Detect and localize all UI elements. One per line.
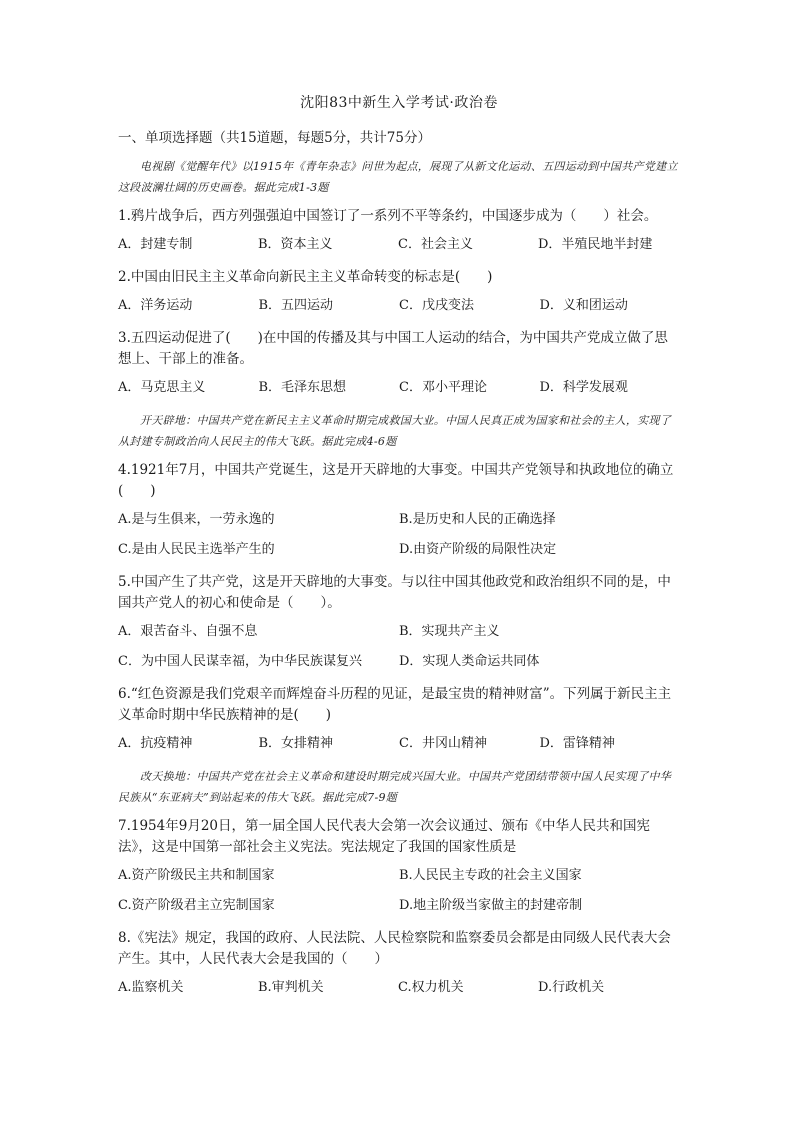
option-b: B．毛泽东思想 [258,380,347,395]
option-c: C．为中国人民谋幸福，为中华民族谋复兴 [118,654,362,669]
option-list [118,235,680,255]
option-c: C．邓小平理论 [399,380,487,395]
question-2 [118,267,680,316]
option-list [118,978,680,998]
option-d: D．实现人类命运共同体 [399,654,540,669]
option-a: A.监察机关 [118,980,184,995]
option-list [118,378,680,398]
option-c: C．戊戌变法 [399,298,474,313]
option-b: B.审判机关 [258,980,324,995]
question-1 [118,206,680,255]
reading-passage: 改天换地：中国共产党在社会主义革命和建设时期完成兴国大业。中国共产党团结带领中国人民实现了中华民族从“东亚病夫”到站起来的伟大飞跃。据此完成7-9题 [118,770,672,804]
option-c: C．井冈山精神 [399,736,487,751]
option-b: B.是历史和人民的正确选择 [399,512,556,527]
option-c: C.是由人民民主选举产生的 [118,542,275,557]
option-d: D.行政机关 [538,980,605,995]
option-a: A.是与生俱来，一劳永逸的 [118,512,275,527]
option-a: A．封建专制 [118,237,193,252]
option-list [118,296,680,316]
option-d: D．科学发展观 [539,380,628,395]
option-b: B．五四运动 [258,298,334,313]
question-4 [118,460,680,560]
option-a: A.资产阶级民主共和制国家 [118,868,275,883]
option-a: A．马克思主义 [118,380,206,395]
question-text: 1.鸦片战争后，西方列强强迫中国签订了一系列不平等条约，中国逐步成为（ ）社会。 [118,208,658,224]
page-title: 沈阳83中新生入学考试·政治卷 [300,95,498,111]
reading-passage: 开天辟地：中国共产党在新民主主义革命时期完成救国大业。中国人民真正成为国家和社会的主人，实现了从封建专制政治向人民民主的伟大飞跃。据此完成4-6题 [118,414,672,448]
option-c: C．社会主义 [398,237,473,252]
option-c: C.权力机关 [398,980,464,995]
option-b: B．女排精神 [258,736,334,751]
option-d: D．半殖民地半封建 [538,237,653,252]
reading-passage: 电视剧《觉醒年代》以1915年《青年杂志》问世为起点，展现了从新文化运动、五四运动到中国共产党建立这段波澜壮阔的历史画卷。据此完成1-3题 [118,160,678,194]
question-text: 7.1954年9月20日，第一届全国人民代表大会第一次会议通过、颁布《中华人民共和国宪法》，这是中国第一部社会主义宪法。宪法规定了我国的国家性质是 [118,818,651,855]
question-text: 8.《宪法》规定，我国的政府、人民法院、人民检察院和监察委员会都是由同级人民代表大会产生。其中，人民代表大会是我国的（ ） [118,930,671,967]
option-b: B．实现共产主义 [399,624,500,639]
option-d: D．义和团运动 [539,298,628,313]
question-text: 4.1921年7月，中国共产党诞生，这是开天辟地的大事变。中国共产党领导和执政地位的确立( ) [118,462,674,499]
option-list [118,622,680,672]
question-text: 5.中国产生了共产党，这是开天辟地的大事变。与以往中国其他政党和政治组织不同的是，中国共产党人的初心和使命是（ ）。 [118,574,671,611]
option-b: B.人民民主专政的社会主义国家 [399,868,582,883]
option-list [118,734,680,754]
option-a: A．洋务运动 [118,298,193,313]
option-d: D.地主阶级当家做主的封建帝制 [399,898,583,913]
exam-page [118,92,680,1010]
option-b: B．资本主义 [258,237,333,252]
question-5 [118,572,680,672]
option-list [118,866,680,916]
question-6 [118,684,680,754]
option-d: D．雷锋精神 [539,736,615,751]
option-a: A．抗疫精神 [118,736,193,751]
option-list [118,510,680,560]
question-3 [118,328,680,398]
question-7 [118,816,680,916]
question-8 [118,928,680,998]
question-text: 3.五四运动促进了( )在中国的传播及其与中国工人运动的结合，为中国共产党成立做了思想上、干部上的准备。 [118,330,668,367]
option-c: C.资产阶级君主立宪制国家 [118,898,275,913]
question-text: 6.“红色资源是我们党艰辛而辉煌奋斗历程的见证，是最宝贵的精神财富”。下列属于新民主主义革命时期中华民族精神的是( ) [118,686,672,723]
option-d: D.由资产阶级的局限性决定 [399,542,557,557]
option-a: A．艰苦奋斗、自强不息 [118,624,258,639]
section-heading: 一、单项选择题（共15道题，每题5分，共计75分） [118,130,431,146]
question-text: 2.中国由旧民主主义革命向新民主主义革命转变的标志是( ) [118,269,493,285]
